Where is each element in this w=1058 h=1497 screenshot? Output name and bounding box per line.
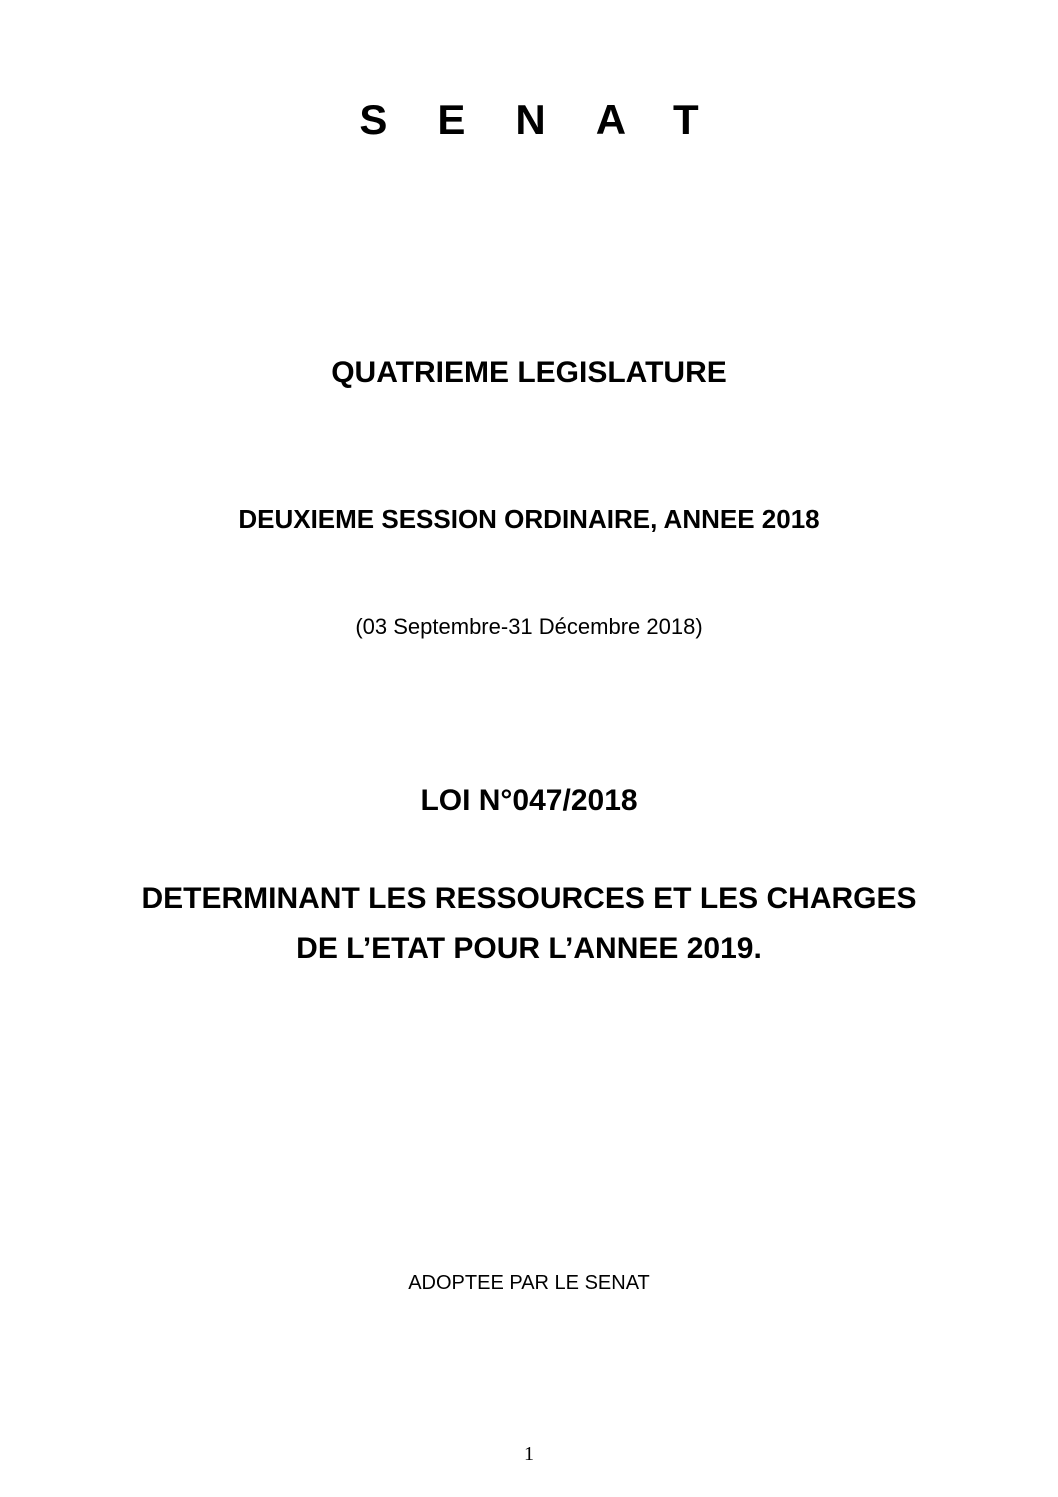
law-title-line-1: DETERMINANT LES RESSOURCES ET LES CHARGES — [141, 882, 917, 915]
adoption-note: ADOPTEE PAR LE SENAT — [408, 1272, 650, 1294]
session-dates: (03 Septembre-31 Décembre 2018) — [355, 614, 703, 639]
legislature-heading: QUATRIEME LEGISLATURE — [331, 356, 727, 389]
page-number: 1 — [524, 1443, 534, 1465]
senat-header: SENAT — [359, 96, 749, 143]
law-title — [0, 874, 1058, 974]
law-number: LOI N°047/2018 — [420, 784, 638, 817]
law-title-line-2: DE L’ETAT POUR L’ANNEE 2019. — [296, 932, 762, 965]
session-heading: DEUXIEME SESSION ORDINAIRE, ANNEE 2018 — [238, 504, 820, 534]
